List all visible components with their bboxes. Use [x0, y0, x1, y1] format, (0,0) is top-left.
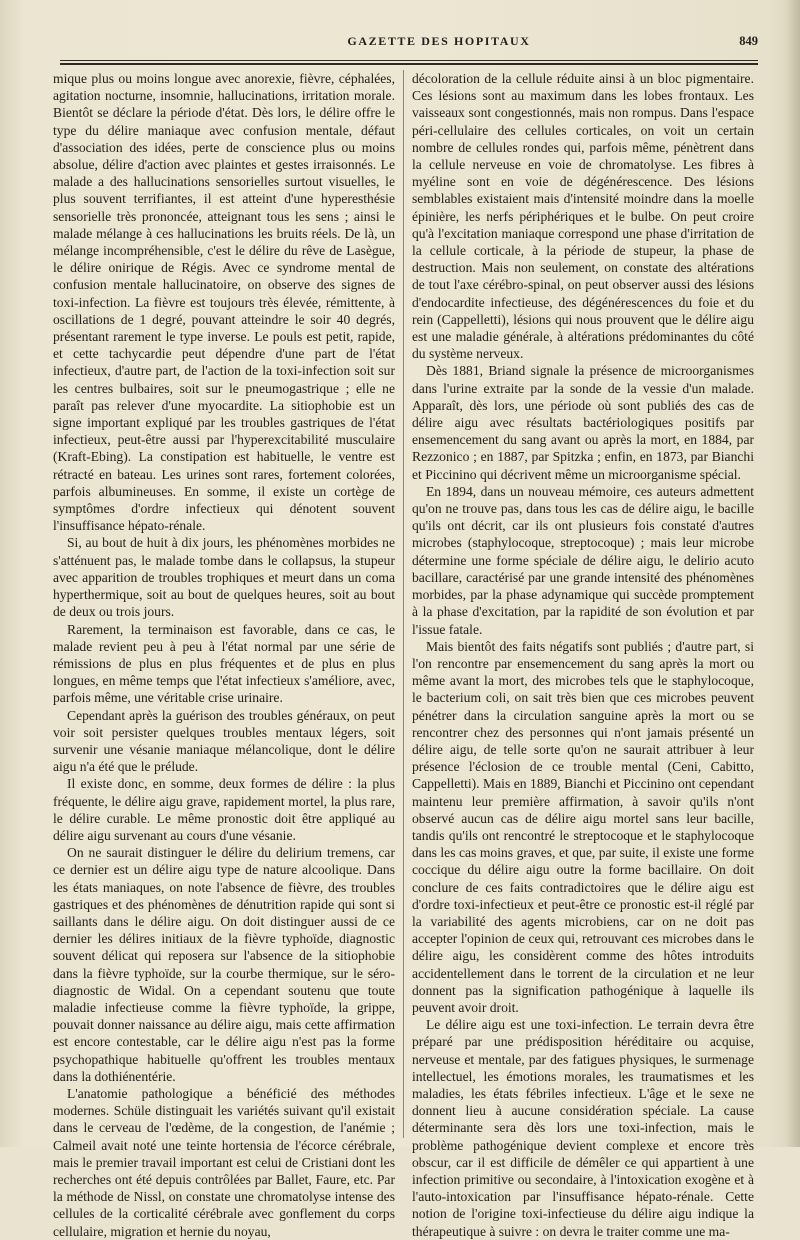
column-divider — [403, 70, 404, 1138]
right-column — [412, 70, 754, 1239]
paragraph: Cependant après la guérison des troubles généraux, on peut voir soit persister quelques troubles mentaux légers, soit survenir une vésanie maniaque mélancolique, dont le délire aigu n'a été que le prélude. — [53, 707, 395, 775]
paragraph: Mais bientôt des faits négatifs sont publiés ; d'autre part, si l'on rencontre par ensemencement du sang après la mort ou même avant la mort, des microbes tels que le staphylocoque, le bacterium coli, on sait très bien que ces microbes peuvent pénétrer dans la circulation sanguine après la mort ou se rencontrer chez des personnes qui n'ont jamais présenté un délire aigu, de telle sorte qu'on ne saurait attribuer à leur présence l'éclosion de ce trouble mental (Ceni, Cabitto, Cappelletti). Mais en 1889, Bianchi et Piccinino ont cependant maintenu leur première affirmation, à savoir qu'ils n'ont observé aucun cas de délire aigu mortel sans leur bacille, tandis qu'ils ont rencontré le streptocoque et le staphylocoque dans les cas moins graves, et que, par suite, il existe une forme coccique du délire aigu outre la forme bacillaire. On doit conclure de ces faits contradictoires que le délire aigu est d'ordre toxi-infectieux et peut-être ce pronostic est-il réglé par la variabilité des agents microbiens, car on ne doit pas accepter l'opinion de ceux qui, retrouvant ces microbes dans le délire aigu, les considèrent comme des hôtes introduits accidentellement dans le torrent de la circulation et ne leur donnent pas la signification pathogénique à laquelle ils peuvent avoir droit. — [412, 638, 754, 1015]
paragraph: mique plus ou moins longue avec anorexie, fièvre, céphalées, agitation nocturne, insomnie, hallucinations, irritation morale. Bientôt se déclare la période d'état. Dès lors, le délire offre le type du délire maniaque avec confusion mentale, défaut d'association des idées, perte de conscience plus ou moins absolue, délire d'action avec plaintes et gestes irraisonnés. Le malade a des hallucinations sensorielles surtout visuelles, le plus souvent terrifiantes, il est atteint d'une hyperesthésie sensorielle très prononcée, atteignant tous les sens ; ainsi le malade mélange à ces hallucinations les bruits réels. De là, un mélange incompréhensible, c'est le délire du rêve de Lasègue, le délire onirique de Régis. Avec ce syndrome mental de confusion mentale hallucinatoire, on observe des signes de toxi-infection. La fièvre est toujours très élevée, rémittente, à oscillations de 1 degré, pouvant atteindre le soir 40 degrés, présentant rarement le type inverse. Le pouls est petit, rapide, et cette tachycardie peut dépendre d'une part de l'état infectieux, d'autre part, de l'action de la toxi-infection soit sur les centres bulbaires, soit sur le pneumogastrique ; elle ne paraît pas relever d'une myocardite. La sitiophobie est un signe important expliqué par les troubles gastriques de l'état infectieux, peut-être aussi par l'hyperexcitabilité musculaire (Kraft-Ebing). La constipation est habituelle, le ventre est rétracté en bateau. Les urines sont rares, fortement colorées, parfois albumineuses. En somme, il existe un cortège de symptômes d'ordre infectieux qui dénotent souvent l'insuffisance hépato-rénale. — [53, 71, 395, 534]
page-number: 849 — [739, 34, 758, 48]
header-rule-thick — [60, 63, 758, 65]
running-header — [60, 34, 758, 54]
paragraph: Si, au bout de huit à dix jours, les phénomènes morbides ne s'atténuent pas, le malade tombe dans le collapsus, la stupeur avec apparition de troubles trophiques et meurt dans un coma hyperthermique, soit au bout de quelques heures, soit au bout de deux ou trois jours. — [53, 535, 395, 620]
header-rule-thin — [60, 60, 758, 61]
journal-title: GAZETTE DES HOPITAUX — [347, 34, 531, 48]
paragraph: Il existe donc, en somme, deux formes de délire : la plus fréquente, le délire aigu grave, rapidement mortel, la plus rare, le délire curable. Le même pronostic doit être appliqué au délire aigu survenant au cours d'une vésanie. — [53, 776, 395, 843]
paragraph: décoloration de la cellule réduite ainsi à un bloc pigmentaire. Ces lésions sont au maximum dans les lobes frontaux. Les vaisseaux sont congestionnés, mais non rompus. Dans l'espace péri-cellulaire des cellules corticales, on voit un certain nombre de cellules rondes qui, parfois même, pénètrent dans la cellule nerveuse en voie de chromatolyse. Les fibres à myéline sont en voie de dégénérescence. Des lésions semblables existaient mais d'intensité moindre dans la moelle épinière, les nerfs périphériques et le bulbe. On peut croire qu'à l'excitation maniaque correspond une phase d'irritation de la cellule corticale, à la période de stupeur, la phase de destruction. Mais non seulement, on constate des altérations de tout l'axe cérébro-spinal, on peut observer aussi des lésions d'endocardite infectieuse, des dégénérescences du foie et du rein (Cappelletti), lésions qui nous prouvent que le délire aigu est une maladie générale, à altérations prédominantes du côté du système nerveux. — [412, 71, 754, 362]
paragraph: Dès 1881, Briand signale la présence de microorganismes dans l'urine extraite par la sonde de la vessie d'un malade. Apparaît, dès lors, une période où sont publiés des cas de délire aigu avec résultats bactériologiques positifs par ensemencement du sang avant ou après la mort, en 1884, par Rezzonico ; en 1887, par Spitzka ; enfin, en 1873, par Bianchi et Piccinino qui décrivent même un microorganisme spécial. — [412, 363, 754, 482]
page-edge-shadow — [786, 0, 800, 1147]
paragraph: On ne saurait distinguer le délire du delirium tremens, car ce dernier est un délire aigu type de nature alcoolique. Dans les états maniaques, on note l'absence de fièvre, des troubles gastriques et des phénomènes de dénutrition rapide qui sont si saillants dans le délire aigu. On doit distinguer aussi de ce dernier les délires initiaux de la fièvre typhoïde, diagnostic souvent délicat qui reposera sur l'absence de la sitiophobie dans la fièvre typhoïde, sur la courbe thermique, sur le séro-diagnostic de Widal. On a cependant soutenu que toute maladie infectieuse comme la fièvre typhoïde, la grippe, pouvait donner naissance au délire aigu, mais cette affirmation est encore contestable, car le délire aigu n'est pas la forme psychopathique habituelle qu'offrent les troubles mentaux dans la dothiénentérie. — [53, 845, 395, 1084]
paragraph: Rarement, la terminaison est favorable, dans ce cas, le malade revient peu à peu à l'état normal par une série de rémissions de plus en plus fréquentes et de plus en plus longues, en même temps que l'état infectieux s'améliore, avec, parfois même, une véritable crise urinaire. — [53, 621, 395, 706]
left-column — [53, 70, 395, 1239]
paragraph: En 1894, dans un nouveau mémoire, ces auteurs admettent qu'on ne trouve pas, dans tous les cas de délire aigu, le bacille qu'ils ont décrit, car ils ont plusieurs fois constaté d'autres microbes (staphylocoque, streptocoque) ; mais leur microbe détermine une forme spéciale de délire aigu, le delirio acuto bacillare, caractérisé par une grande intensité des phénomènes morbides, par la phase adynamique qui succède promptement à la phase d'excitation, par la rapidité de son évolution et par l'issue fatale. — [412, 483, 754, 637]
paragraph: Le délire aigu est une toxi-infection. Le terrain devra être préparé par une prédisposition héréditaire ou acquise, nerveuse et mentale, par des fatigues physiques, le surmenage intellectuel, les émotions morales, les traumatismes et les maladies, les états fébriles infectieux. L'âge et le sexe ne donnent lieu à aucune considération spéciale. La cause déterminante sera dès lors une toxi-infection, mais le problème pathogénique devient complexe et encore très obscur, car il est difficile de démêler ce qui appartient à une infection primitive ou secondaire, à l'intoxication exogène et à l'auto-intoxication par l'insuffisance hépato-rénale. Cette notion de l'origine toxi-infectieuse du délire aigu indique la thérapeutique à suivre : on devra le traiter comme une ma- — [412, 1017, 754, 1239]
paragraph: L'anatomie pathologique a bénéficié des méthodes modernes. Schüle distinguait les variétés suivant qu'il existait dans le cerveau de l'œdème, de la congestion, de l'anémie ; Calmeil avait noté une teinte hortensia de l'écorce cérébrale, mais le premier travail important est celui de Cristiani dont les recherches ont été depuis contrôlées par Ballet, Faure, etc. Par la méthode de Nissl, on constate une chromatolyse intense des cellules de la corticalité cérébrale avec gonflement du corps cellulaire, migration et hernie du noyau, — [53, 1085, 395, 1239]
